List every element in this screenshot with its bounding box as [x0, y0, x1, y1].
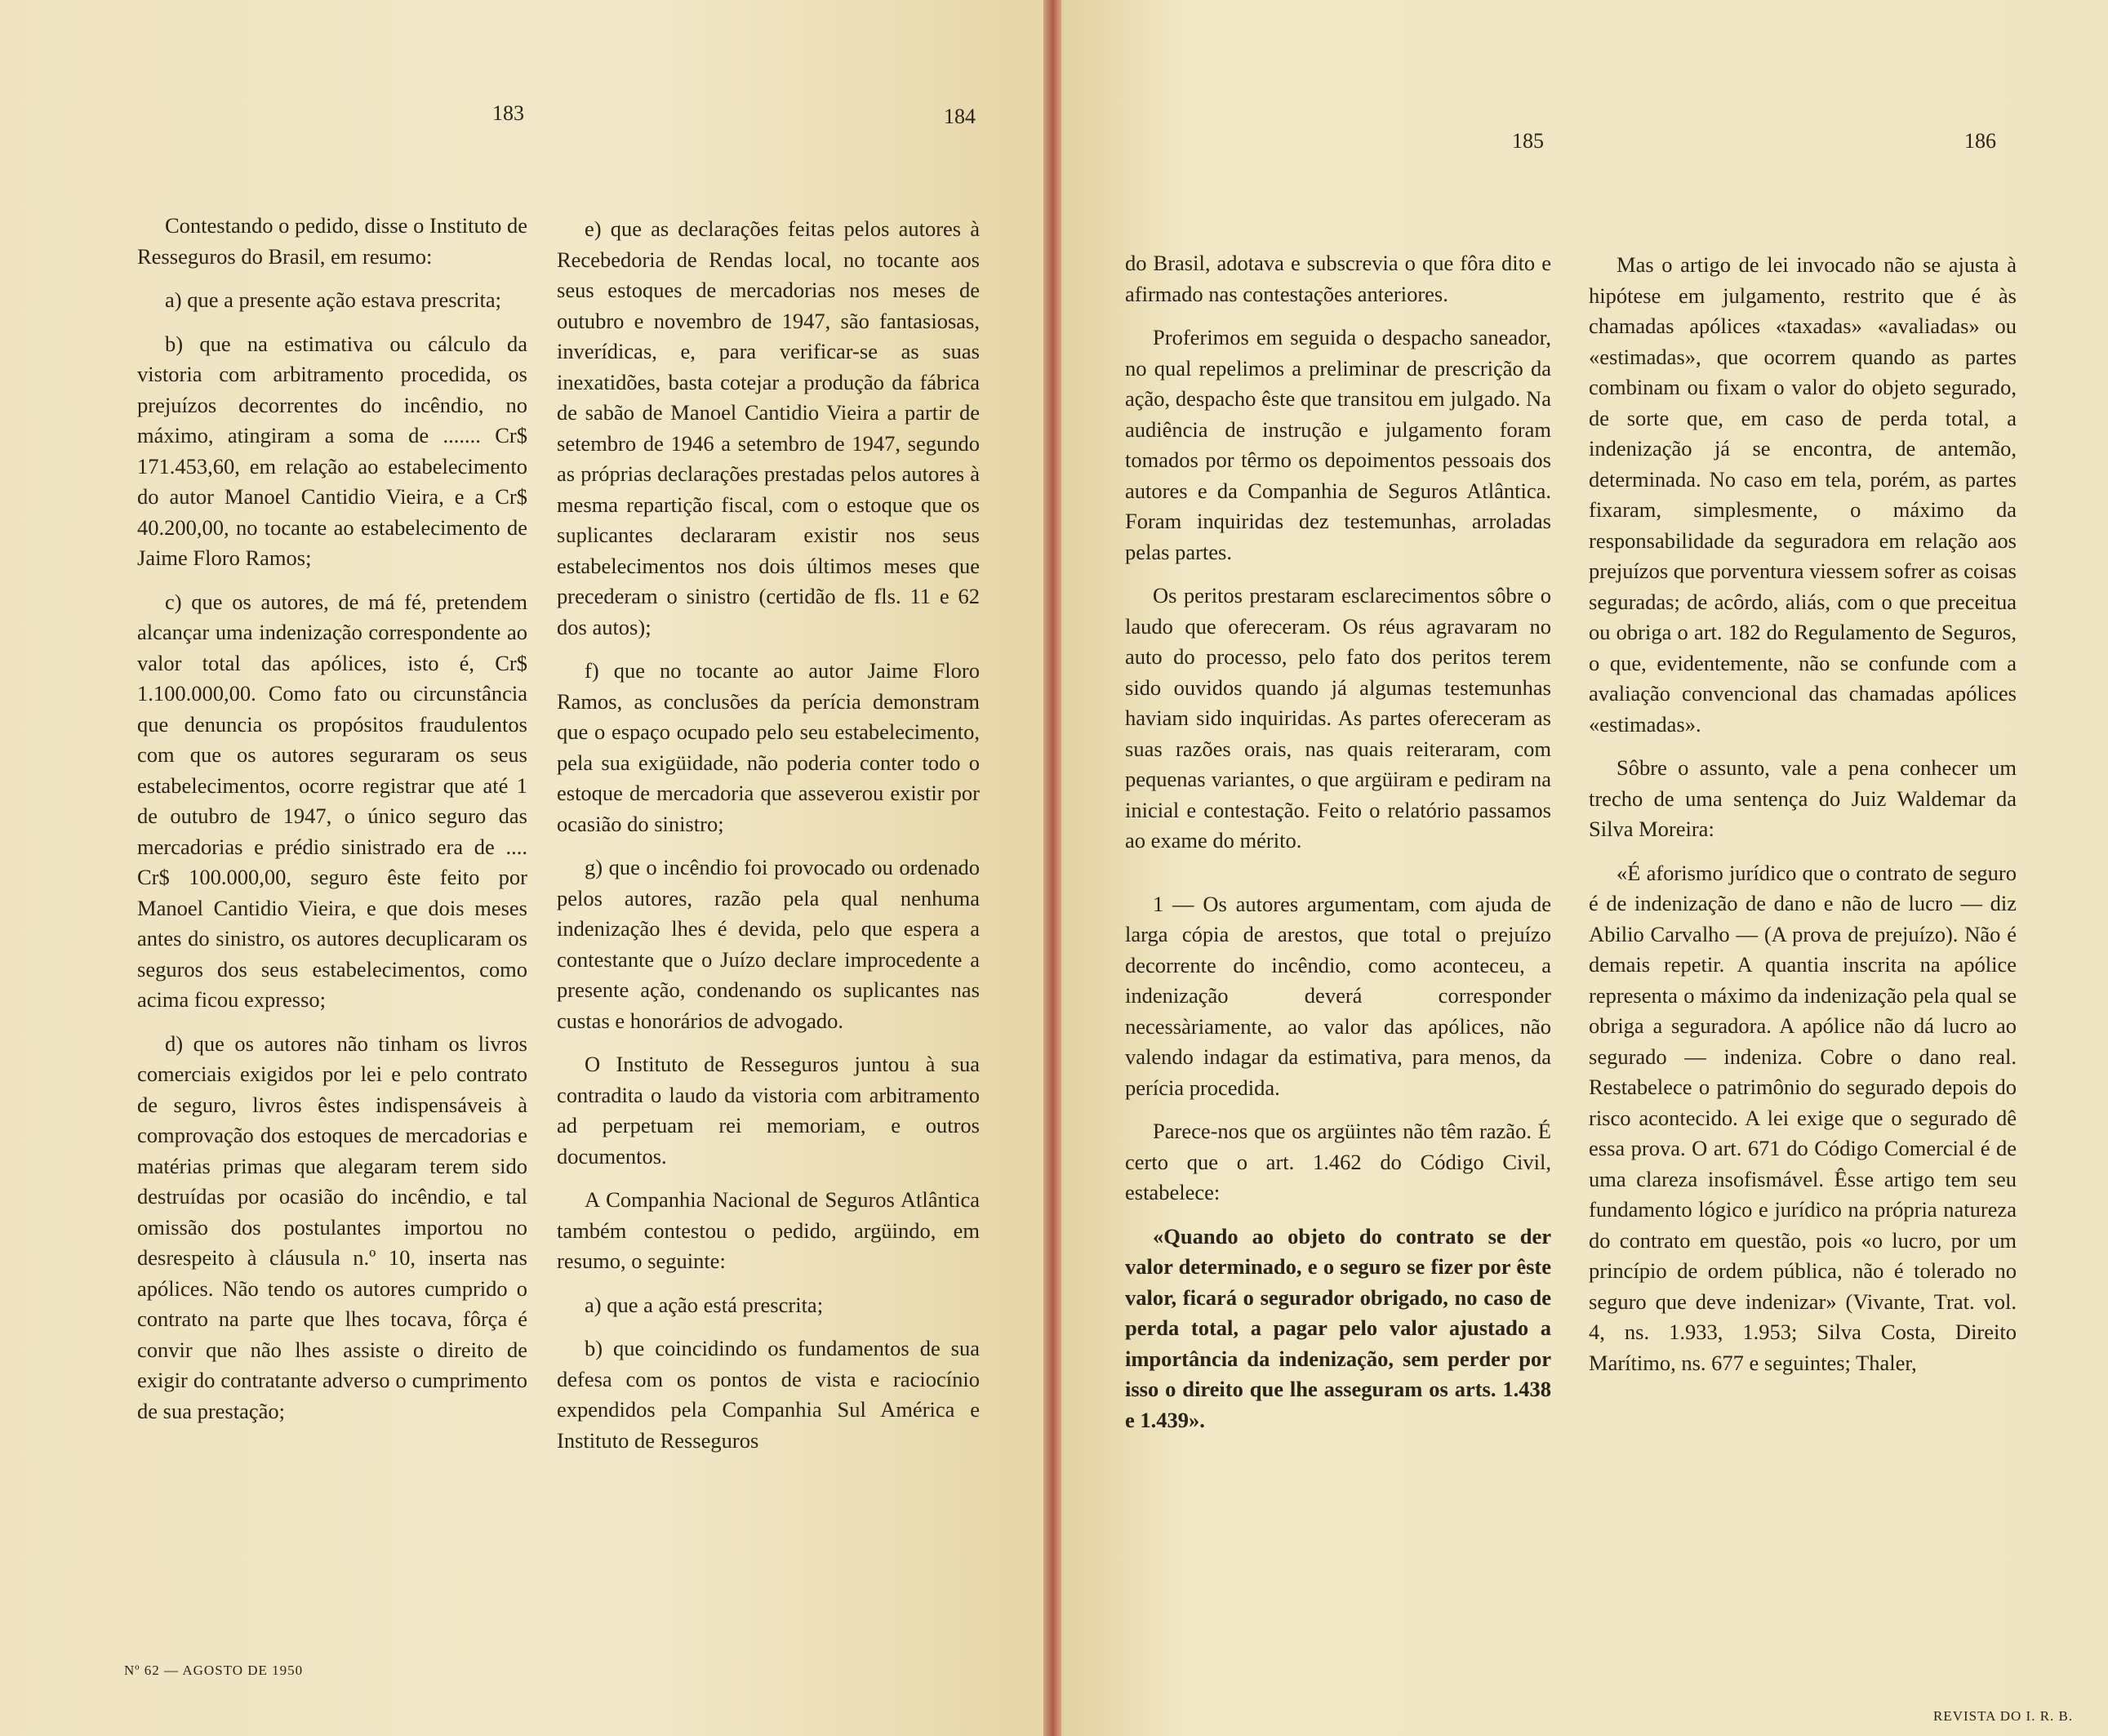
paragraph: d) que os autores não tinham os livros comerciais exigidos por lei e pelo contrato de seguro, livros êstes indispensáveis à comprovação dos estoques de mercadorias e matérias primas que alegaram terem sido destruídas por ocasião do incêndio, e tal omissão dos postulantes importou no desrespeito à cláusula n.º 10, inserta nas apólices. Não tendo os autores cumprido o contrato na parte que lhes tocava, fôrça é convir que não lhes assiste o direito de exigir do contratante adverso o cumprimento de sua prestação;	[137, 1030, 527, 1423]
paragraph: O Instituto de Resseguros juntou à sua contradita o laudo da vistoria com arbitramento ad perpetuam rei memoriam, e outros documentos.	[557, 1052, 980, 1168]
column-page-185	[1125, 248, 1551, 1449]
paragraph: c) que os autores, de má fé, pretendem alcançar uma indenização correspondente ao valor total das apólices, isto é, Cr$ 1.100.000,00. Como fato ou circunstância que denuncia os propósitos fraudulentos com que os autores seguraram os seus estabelecimentos, ocorre registrar que até 1 de outubro de 1947, o único seguro das mercadorias e prédio sinistrado era de .... Cr$ 100.000,00, seguro êste feito por Manoel Cantidio Vieira, e que dois meses antes do sinistro, os autores decuplicaram os seguros dos seus estabelecimentos, como acima ficou expresso;	[137, 589, 527, 1012]
footer-issue: Nº 62 — AGOSTO DE 1950	[124, 1663, 304, 1678]
paragraph: do Brasil, adotava e subscrevia o que fôra dito e afirmado nas contestações anteriores.	[1125, 251, 1551, 306]
paragraph: A Companhia Nacional de Seguros Atlântica também contestou o pedido, argüindo, em resumo, o seguinte:	[557, 1187, 980, 1273]
right-page	[1061, 0, 2108, 1736]
page-number-185: 185	[1512, 129, 1544, 153]
paragraph: Os peritos prestaram esclarecimentos sôbre o laudo que ofereceram. Os réus agravaram no auto do processo, pelo fato dos peritos terem sido ouvidos quando já algumas testemunhas haviam sido inquiridas. As partes ofereceram as suas razões orais, nas quais reiteraram, com pequenas variantes, o que argüiram e pediram na inicial e contestação. Feito o relatório passamos ao exame do mérito.	[1125, 583, 1551, 852]
column-page-183	[137, 211, 527, 1440]
paragraph: e) que as declarações feitas pelos autores à Recebedoria de Rendas local, no tocante aos seus estoques de mercadorias nos meses de outubro e novembro de 1947, são fantasiosas, inverídicas, e, para verificar-se as suas inexatidões, basta cotejar a produção da fábrica de sabão de Manoel Cantidio Vieira a partir de setembro de 1946 a setembro de 1947, segundo as próprias declarações prestadas pelos autores à mesma repartição fiscal, com o estoque que os suplicantes declararam existir nos seus estabelecimentos nos dois últimos meses que precederam o sinistro (certidão de fls. 11 e 62 dos autos);	[557, 216, 980, 639]
paragraph: g) que o incêndio foi provocado ou ordenado pelos autores, razão pela qual nenhuma indenização lhes é devida, pelo que espera a contestante que o Juízo declare improcedente a presente ação, condenando os suplicantes nas custas e honorários de advogado.	[557, 855, 980, 1033]
left-page	[0, 0, 1047, 1736]
paragraph: Sôbre o assunto, vale a pena conhecer um trecho de uma sentença do Juiz Waldemar da Silva Moreira:	[1589, 755, 2017, 841]
paragraph: Parece-nos que os argüintes não têm razão. É certo que o art. 1.462 do Código Civil, estabelece:	[1125, 1119, 1551, 1204]
footer-journal: REVISTA DO I. R. B.	[1933, 1708, 2074, 1724]
page-number-186: 186	[1964, 129, 1996, 153]
paragraph: a) que a presente ação estava prescrita;	[165, 287, 501, 312]
page-number-184: 184	[944, 105, 976, 128]
paragraph: b) que na estimativa ou cálculo da vistoria com arbitramento procedida, os prejuízos decorrentes do incêndio, no máximo, atingiram a soma de ....... Cr$ 171.453,60, em relação ao estabelecimento do autor Manoel Cantidio Vieira, e a Cr$ 40.200,00, no tocante ao estabelecimento de Jaime Floro Ramos;	[137, 331, 527, 570]
column-page-186	[1589, 250, 2017, 1391]
paragraph: «É aforismo jurídico que o contrato de seguro é de indenização de dano e não de lucro — diz Abilio Carvalho — (A prova de prejuízo). Não é demais repetir. A quantia inscrita na apólice representa o máximo da indenização pela qual se obriga a seguradora. A apólice não dá lucro ao segurado — indeniza. Cobre o dano real. Restabelece o patrimônio do segurado depois do risco acontecido. A lei exige que o segurado dê essa prova. O art. 671 do Código Comercial é de uma clareza insofismável. Êsse artigo tem seu fundamento lógico e jurídico na própria natureza do contrato em questão, pois «o lucro, por um princípio de ordem pública, não é tolerado no seguro que deve indenizar» (Vivante, Trat. vol. 4, ns. 1.933, 1.953; Silva Costa, Direito Marítimo, ns. 677 e seguintes; Thaler,	[1589, 860, 2017, 1375]
quoted-article: «Quando ao objeto do contrato se der valor determinado, e o seguro se fizer por êste valor, ficará o segurador obrigado, no caso de perda total, a pagar pelo valor ajustado a importância da indenização, sem perder por isso o direito que lhe asseguram os arts. 1.438 e 1.439».	[1125, 1223, 1551, 1432]
paragraph: f) que no tocante ao autor Jaime Floro Ramos, as conclusões da perícia demonstram que o espaço ocupado pelo seu estabelecimento, pela sua exigüidade, não poderia conter todo o estoque de mercadoria que asseverou existir por ocasião do sinistro;	[557, 658, 980, 836]
paragraph: Mas o artigo de lei invocado não se ajusta à hipótese em julgamento, restrito que é às chamadas apólices «taxadas» «avaliadas» ou «estimadas», que ocorrem quando as partes combinam ou fixam o valor do objeto segurado, de sorte que, em caso de perda total, a indenização já se encontra, de antemão, determinada. No caso em tela, porém, as partes fixaram, simplesmente, o máximo da responsabilidade da seguradora em relação aos prejuízos que porventura viessem sofrer as coisas seguradas; de acôrdo, aliás, com o que preceitua ou obriga o art. 182 do Regulamento de Seguros, o que, evidentemente, não se confunde com a avaliação convencional das chamadas apólices «estimadas».	[1589, 252, 2017, 737]
paragraph: Proferimos em seguida o despacho saneador, no qual repelimos a preliminar de prescrição da ação, despacho êste que transitou em julgado. Na audiência de instrução e julgamento foram tomados por têrmo os depoimentos pessoais dos autores e da Companhia de Seguros Atlântica. Foram inquiridas dez testemunhas, arroladas pelas partes.	[1125, 325, 1551, 564]
page-number-183: 183	[492, 101, 524, 125]
paragraph: a) que a ação está prescrita;	[585, 1292, 824, 1317]
column-page-184	[557, 214, 980, 1469]
paragraph: Contestando o pedido, disse o Instituto de Resseguros do Brasil, em resumo:	[137, 213, 527, 269]
paragraph: b) que coincidindo os fundamentos de sua defesa com os pontos de vista e raciocínio expendidos pela Companhia Sul América e Instituto de Resseguros	[557, 1336, 980, 1453]
paragraph: 1 — Os autores argumentam, com ajuda de larga cópia de arestos, que total o prejuízo decorrente do incêndio, como aconteceu, a indenização deverá corresponder necessàriamente, ao valor das apólices, não valendo indagar da estimativa, para menos, da perícia procedida.	[1125, 891, 1551, 1100]
